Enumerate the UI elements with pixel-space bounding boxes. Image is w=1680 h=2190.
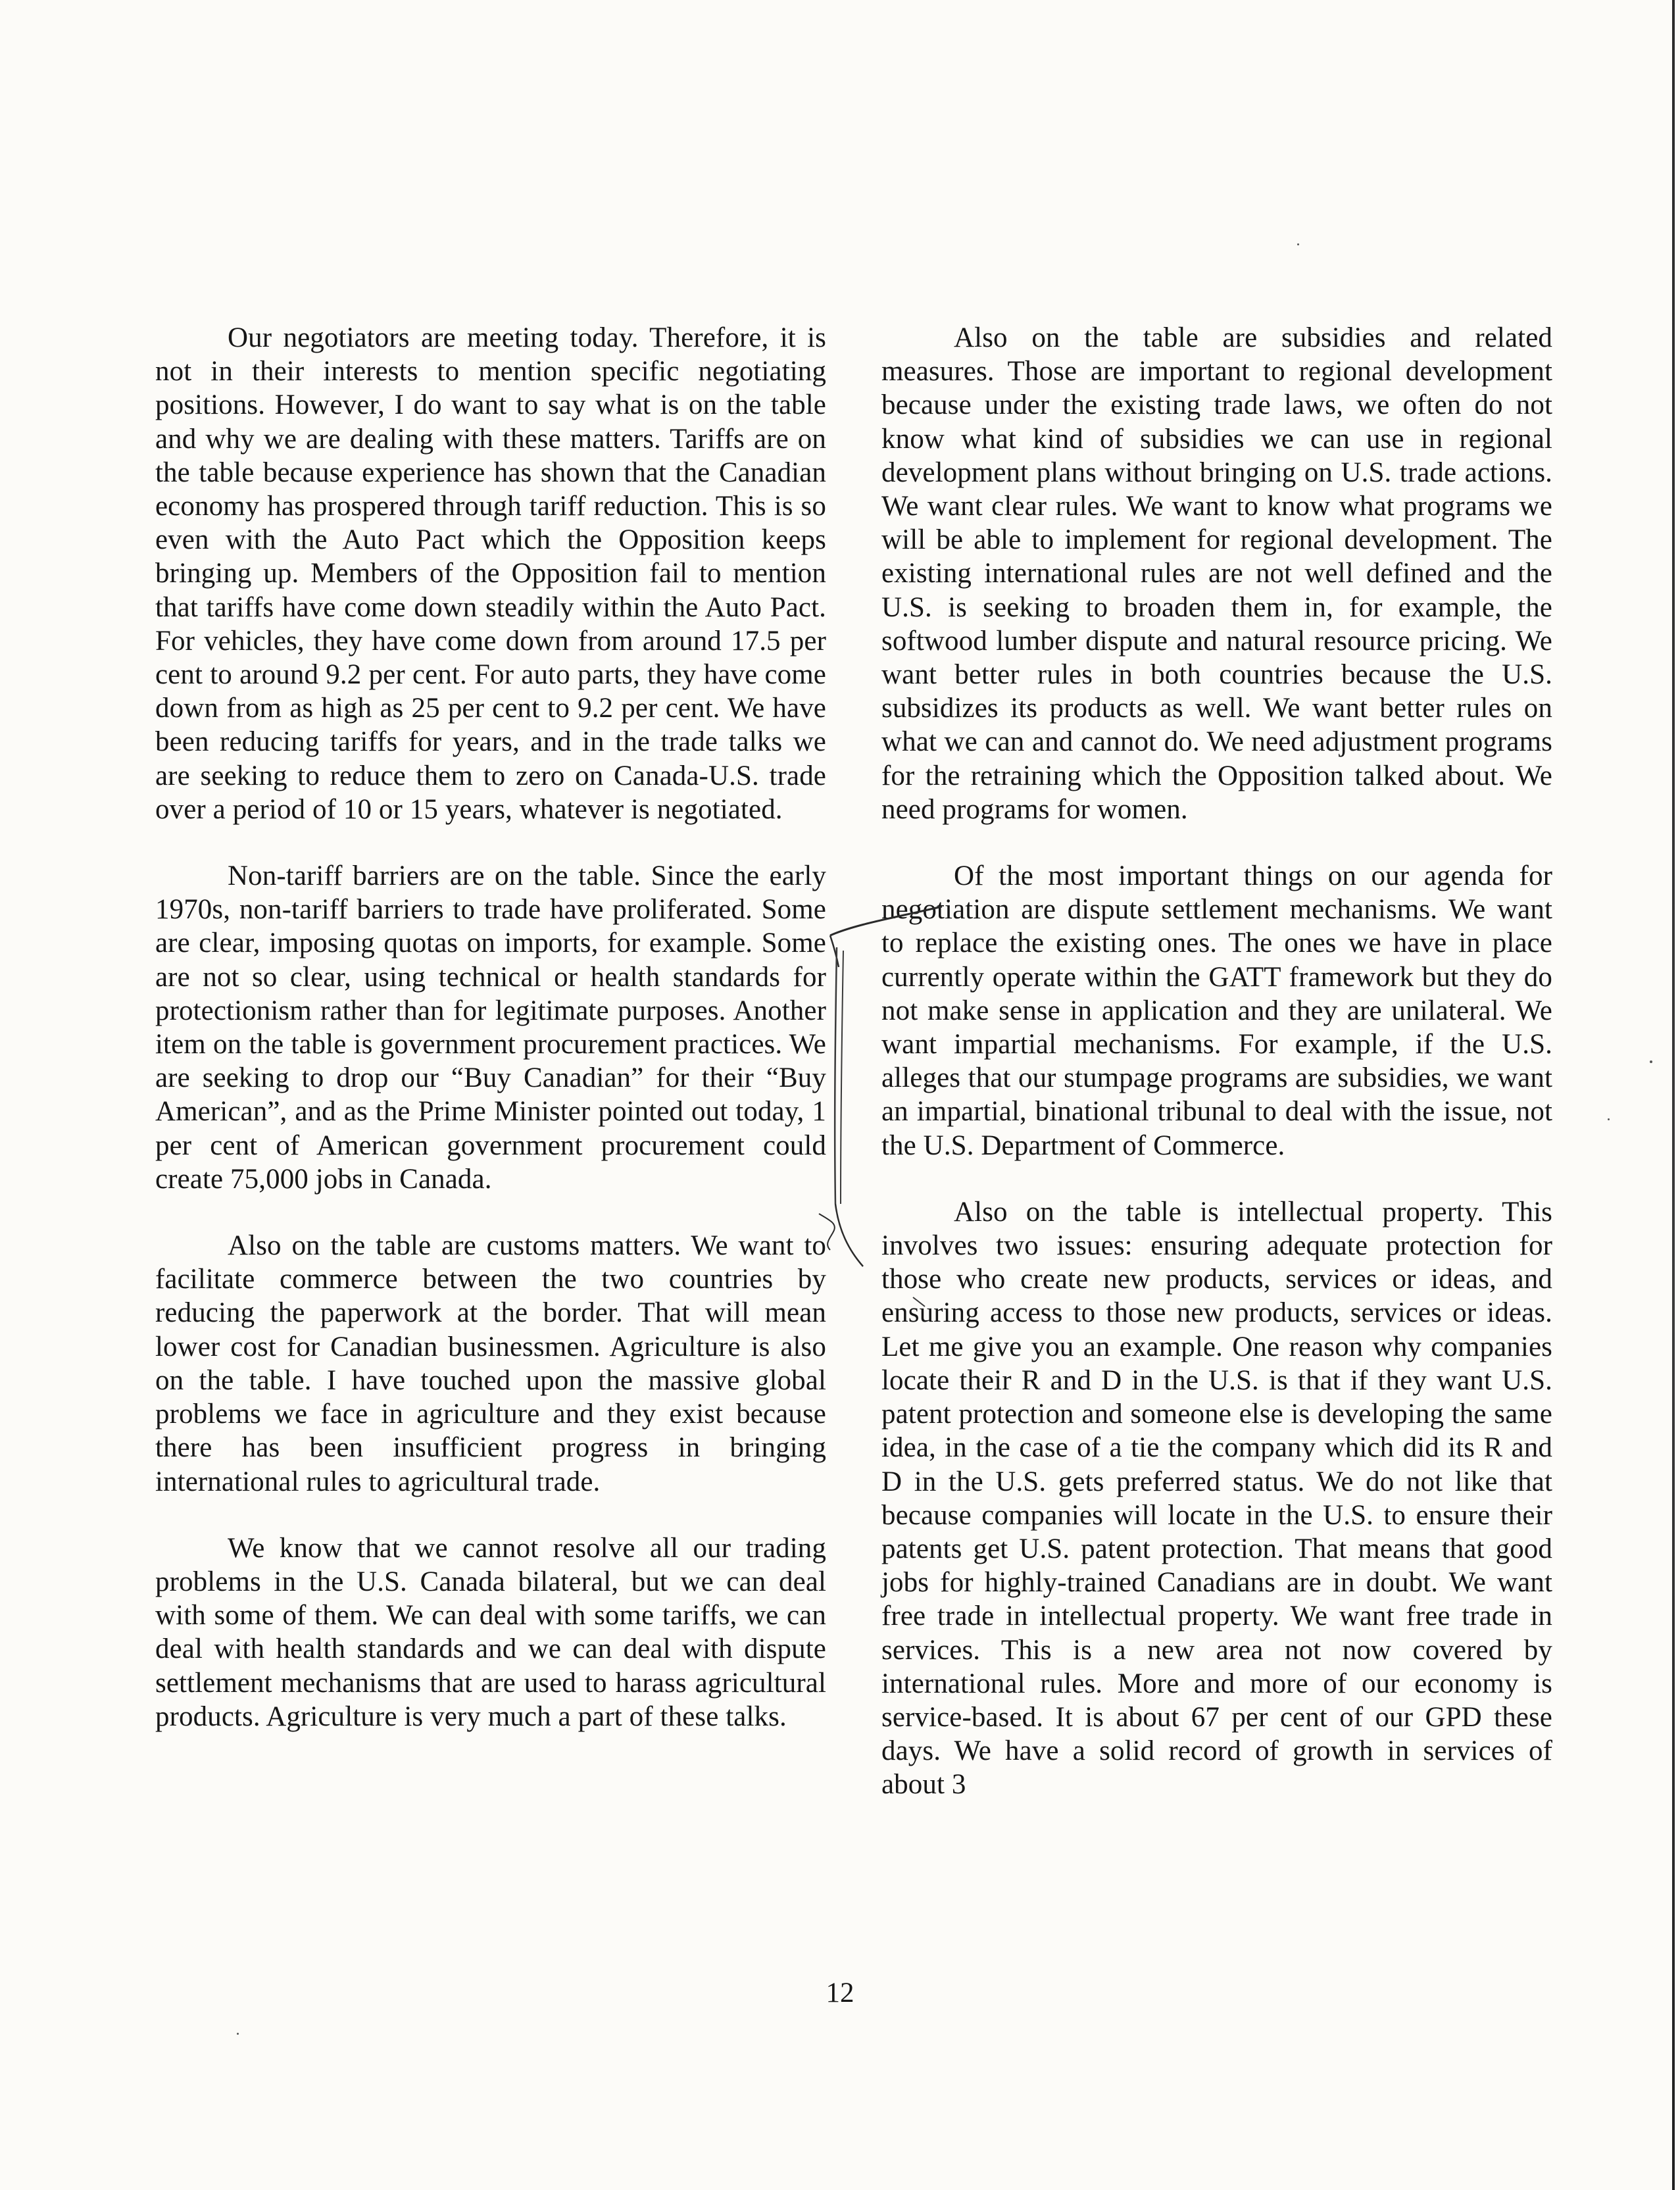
page-edge-line <box>1672 0 1675 2190</box>
paragraph-intellectual-property: Also on the table is intellectual property. This involves two issues: ensuring adequate protection for those who create new products, services or ideas, and ensuring access to those new products, services or ideas. Let me give you an example. One reason why companies locate their R and D in the U.S. is that if they want U.S. patent protection and someone else is developing the same idea, in the case of a tie the company which did its R and D in the U.S. gets preferred status. We do not like that because companies will locate in the U.S. to ensure their patents get U.S. patent protection. That means that good jobs for highly-trained Canadians are in doubt. We want free trade in intellectual property. We want free trade in services. This is a new area not now covered by international rules. More and more of our economy is service-based. It is about 67 per cent of our GPD these days. We have a solid record of growth in services of about 3 <box>881 1196 1552 1801</box>
paragraph-non-tariff-barriers: Non-tariff barriers are on the table. Since the early 1970s, non-tariff barriers to trade have proliferated. Some are clear, imposing quotas on imports, for example. Some are not so clear, using technical or health standards for protectionism rather than for legitimate purposes. Another item on the table is government procurement practices. We are seeking to drop our “Buy Canadian” for their “Buy American”, and as the Prime Minister pointed out today, 1 per cent of American government procurement could create 75,000 jobs in Canada. <box>155 860 826 1195</box>
paragraph-bilateral-limits: We know that we cannot resolve all our trading problems in the U.S. Canada bilateral, but we can deal with some of them. We can deal with some tariffs, we can deal with health standards and we can deal with dispute settlement mechanisms that are used to harass agricultural products. Agriculture is very much a part of these talks. <box>155 1532 826 1732</box>
paper-speck <box>1297 243 1299 245</box>
paragraph-tariffs: Our negotiators are meeting today. Therefore, it is not in their interests to mention specific negotiating positions. However, I do want to say what is on the table and why we are dealing with these matters. Tariffs are on the table because experience has shown that the Canadian economy has prospered through tariff reduction. This is so even with the Auto Pact which the Opposition keeps bringing up. Members of the Opposition fail to mention that tariffs have come down steadily within the Auto Pact. For vehicles, they have come down from around 17.5 per cent to around 9.2 per cent. For auto parts, they have come down from as high as 25 per cent to 9.2 per cent. We have been reducing tariffs for years, and in the trade talks we are seeking to reduce them to zero on Canada-U.S. trade over a period of 10 or 15 years, whatever is negotiated. <box>155 322 826 825</box>
paragraph-subsidies: Also on the table are subsidies and related measures. Those are important to regional development because under the existing trade laws, we often do not know what kind of subsidies we can use in regional development plans without bringing on U.S. trade actions. We want clear rules. We want to know what programs we will be able to implement for regional development. The existing international rules are not well defined and the U.S. is seeking to broaden them in, for example, the softwood lumber dispute and natural resource pricing. We want better rules in both countries because the U.S. subsidizes its products as well. We want better rules on what we can and cannot do. We need adjustment programs for the retraining which the Opposition talked about. We need programs for women. <box>881 322 1552 825</box>
paper-speck <box>1650 1060 1652 1063</box>
page-number: 12 <box>826 1978 854 2008</box>
paragraph-dispute-settlement: Of the most important things on our agenda for negotiation are dispute settlement mechanisms. We want to replace the existing ones. The ones we have in place currently operate within the GATT framework but they do not make sense in application and they are unilateral. We want impartial mechanisms. For example, if the U.S. alleges that our stumpage programs are subsidies, we want an impartial, binational tribunal to deal with the issue, not the U.S. Department of Commerce. <box>881 860 1552 1161</box>
paper-speck <box>237 2033 239 2035</box>
paragraph-customs-agriculture: Also on the table are customs matters. We want to facilitate commerce between the two countries by reducing the paperwork at the border. That will mean lower cost for Canadian businessmen. Agriculture is also on the table. I have touched upon the massive global problems we face in agriculture and they exist because there has been insufficient progress in bringing international rules to agricultural trade. <box>155 1230 826 1497</box>
left-column <box>155 321 826 1766</box>
right-column <box>881 321 1552 1835</box>
paper-speck <box>1608 1118 1610 1120</box>
